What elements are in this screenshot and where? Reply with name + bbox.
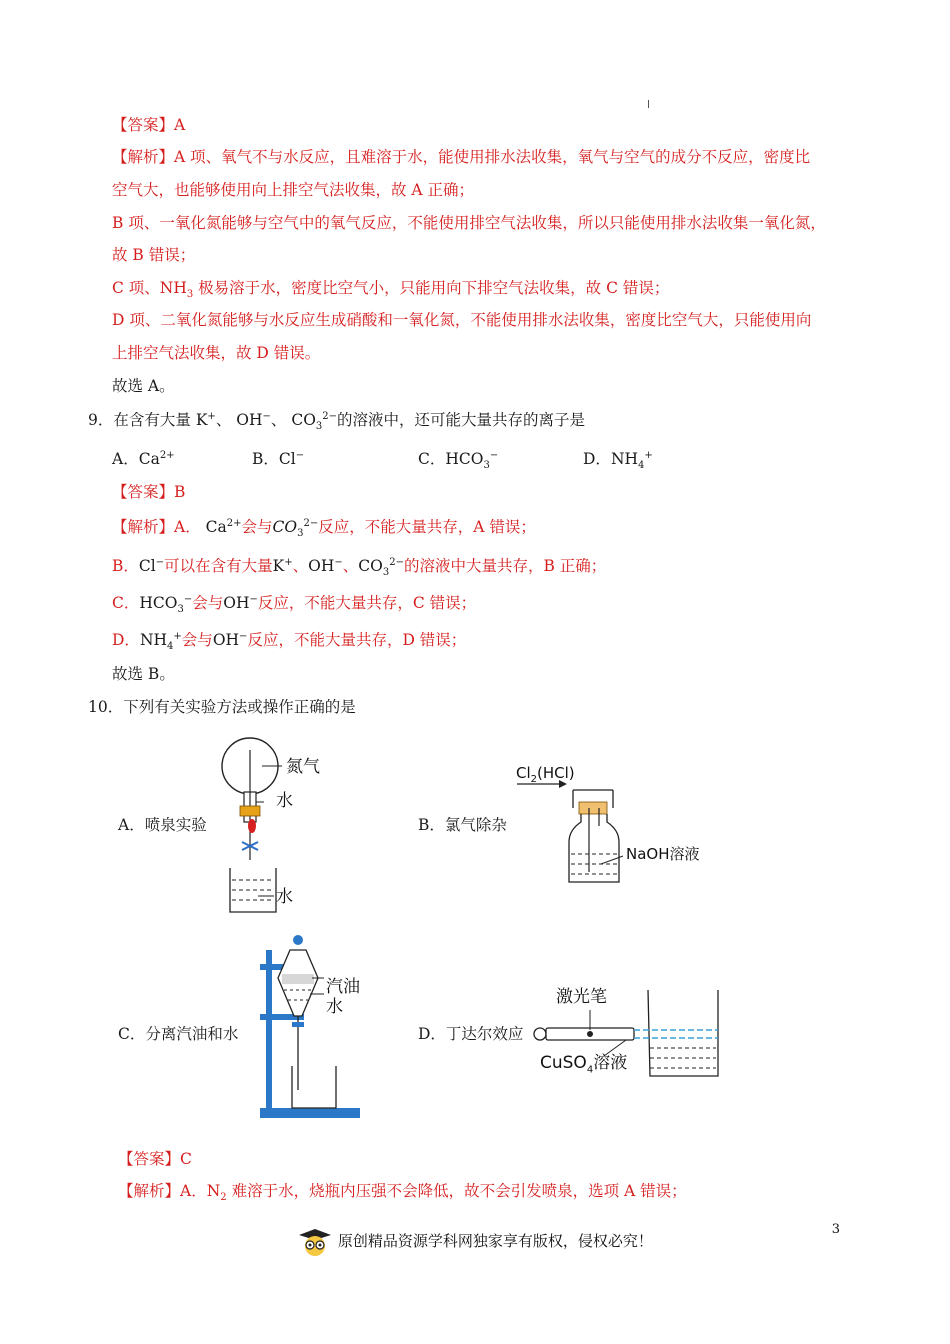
option-label: D． (112, 631, 140, 649)
superscript: − (489, 449, 499, 461)
option-label: A． (174, 518, 201, 536)
stopcock (292, 1022, 304, 1027)
q9-option-c (418, 448, 498, 470)
text: 极易溶于水，密度比空气小，只能用向下排空气法收集，故 C 错误； (193, 279, 670, 297)
text: 反应，不能大量共存，D 错误； (247, 631, 467, 649)
label-water-funnel: 水 (326, 997, 343, 1017)
text: 的溶液中大量共存，B 正确； (403, 557, 607, 575)
subscript: 4 (167, 641, 174, 653)
option-label: B． (252, 450, 279, 468)
option-text: Ca (138, 450, 160, 468)
q9-stem (88, 409, 585, 431)
q10-option-b: B．氯气除杂 (418, 816, 507, 834)
superscript: − (183, 593, 193, 605)
label-laser-pen: 激光笔 (556, 987, 607, 1007)
q10-option-d: D．丁达尔效应 (418, 1025, 524, 1043)
superscript: − (295, 449, 305, 461)
text: 会与 (192, 594, 224, 612)
q9-option-d (583, 448, 653, 470)
text: N (206, 1182, 221, 1200)
q8-analysis-line-1 (112, 146, 810, 168)
superscript: + (644, 449, 653, 461)
superscript: − (155, 556, 165, 568)
ion: K (272, 557, 285, 575)
stand-base (260, 1108, 360, 1118)
q9-analysis-a (112, 516, 536, 538)
ion: OH (236, 411, 263, 429)
rubber-stopper (240, 806, 260, 816)
superscript: + (207, 410, 216, 422)
q8-analysis-line-7: 上排空气法收集，故 D 错误。 (112, 344, 321, 362)
text: 难溶于水，烧瓶内压强不会降低，故不会引发喷泉，选项 A 错误； (226, 1182, 687, 1200)
q8-answer-line (112, 114, 185, 136)
option-label: D． (583, 450, 611, 468)
q8-analysis-line-2: 空气大，也能够使用向上排空气法收集，故 A 正确； (112, 181, 475, 199)
analysis-text: A 项、氧气不与水反应，且难溶于水，能使用排水法收集，氧气与空气的成分不反应，密度比 (174, 148, 811, 166)
ion: K (195, 411, 208, 429)
q10-analysis-a (118, 1180, 687, 1202)
text: Cl (516, 764, 531, 782)
superscript: − (262, 410, 271, 422)
ion: Cl (138, 557, 156, 575)
superscript: + (173, 630, 182, 642)
ion: NH (139, 631, 168, 649)
ion: CO (291, 411, 316, 429)
answer-tag: 【答案】 (118, 1150, 181, 1168)
answer-value: A (174, 116, 186, 134)
subscript: 2 (530, 774, 538, 785)
ion: CO (272, 518, 298, 536)
ion: OH (308, 557, 335, 575)
separator: 、 (292, 557, 309, 575)
option-label: C． (418, 450, 446, 468)
copyright-text: 原创精品资源学科网独家享有版权，侵权必究！ (337, 1232, 653, 1250)
text: 的溶液中，还可能大量共存的离子是 (337, 411, 586, 429)
washing-bottle (569, 814, 619, 882)
text: (HCl) (537, 764, 575, 782)
page-number: 3 (831, 1222, 840, 1237)
label-nitrogen: 氮气 (286, 757, 320, 777)
answer-value: C (180, 1150, 192, 1168)
q10-option-a: A．喷泉实验 (118, 816, 207, 834)
text: 反应，不能大量共存，C 错误； (257, 594, 477, 612)
answer-tag: 【答案】 (112, 116, 175, 134)
bottle-stopper (579, 802, 607, 814)
analysis-tag: 【解析】 (112, 518, 175, 536)
text: CuSO (540, 1053, 587, 1073)
option-label: B． (112, 557, 139, 575)
q10-stem (88, 696, 356, 718)
q8-analysis-line-5 (112, 277, 669, 299)
q9-conclusion: 故选 B。 (112, 665, 175, 683)
ion: OH (223, 594, 250, 612)
text: 下列有关实验方法或操作正确的是 (123, 698, 356, 716)
dropper-bulb (248, 819, 256, 833)
laser-switch (587, 1031, 593, 1037)
label-pointer (601, 856, 623, 864)
option-text: HCO (445, 450, 484, 468)
text: 会与 (241, 518, 273, 536)
subscript: 4 (586, 1064, 594, 1076)
text: 可以在含有大量 (164, 557, 273, 575)
q8-conclusion: 故选 A。 (112, 377, 175, 395)
q9-option-a (112, 448, 175, 470)
q8-analysis-line-3: B 项、一氧化氮能够与空气中的氧气反应，不能使用排空气法收集，所以只能使用排水法收集一氧化氮， (112, 214, 826, 232)
label-chlorine (516, 762, 575, 784)
superscript: 2+ (159, 449, 175, 461)
q9-analysis-c (112, 592, 476, 614)
q10-option-c: C．分离汽油和水 (118, 1025, 239, 1043)
separator: 、 (215, 411, 232, 429)
subscript: 3 (315, 421, 323, 433)
label-water-flask: 水 (276, 791, 293, 811)
text: 在含有大量 (113, 411, 191, 429)
beaker (648, 990, 718, 1076)
subscript: 3 (483, 460, 490, 472)
q9-option-b (252, 448, 304, 470)
option-text: Cl (278, 450, 296, 468)
page-mark (648, 100, 649, 108)
superscript: − (249, 593, 258, 605)
superscript: 2− (389, 556, 404, 568)
label-water-beaker: 水 (276, 887, 293, 907)
text: 反应，不能大量共存，A 错误； (318, 518, 536, 536)
superscript: 2− (303, 517, 319, 529)
separator: 、 (342, 557, 359, 575)
subscript: 3 (186, 289, 194, 301)
analysis-tag: 【解析】 (112, 148, 175, 166)
subscript: 3 (382, 567, 390, 579)
funnel-stopper (293, 935, 303, 945)
q8-analysis-line-4: 故 B 错误； (112, 246, 196, 264)
label-cuso4 (540, 1052, 627, 1074)
ion: CO (358, 557, 383, 575)
question-number: 10． (88, 698, 124, 716)
q9-analysis-d (112, 629, 466, 651)
option-label: A． (112, 450, 139, 468)
answer-value: B (174, 483, 186, 501)
subscript: 3 (177, 604, 184, 616)
owl-logo-icon (297, 1228, 333, 1256)
option-text: NH (610, 450, 639, 468)
subscript: 2 (220, 1192, 227, 1204)
superscript: − (239, 630, 248, 642)
q8-analysis-line-6: D 项、二氧化氮能够与水反应生成硝酸和一氧化氮，不能使用排水法收集，密度比空气大，只能使用向 (112, 311, 812, 329)
q9-analysis-b (112, 555, 606, 577)
text: C 项、NH (112, 279, 187, 297)
ion: OH (212, 631, 240, 649)
subscript: 3 (297, 528, 304, 540)
superscript: − (334, 556, 343, 568)
separatory-funnel-diagram (240, 930, 370, 1130)
separator: 、 (270, 411, 287, 429)
oil-layer (282, 974, 314, 984)
text: 会与 (181, 631, 213, 649)
option-label: C． (112, 594, 140, 612)
ion: HCO (139, 594, 178, 612)
superscript: 2− (322, 410, 338, 422)
question-number: 9． (88, 411, 114, 429)
text: 溶液 (593, 1053, 628, 1073)
stand-rod (266, 950, 272, 1110)
q9-answer-line (112, 481, 185, 503)
answer-tag: 【答案】 (112, 483, 175, 501)
subscript: 4 (638, 460, 645, 472)
ion: Ca (205, 518, 227, 536)
q10-answer-line (118, 1148, 192, 1170)
analysis-tag: 【解析】 (118, 1182, 181, 1200)
laser-button (534, 1028, 546, 1040)
label-naoh: NaOH溶液 (626, 845, 700, 863)
label-gasoline: 汽油 (326, 977, 360, 997)
superscript: + (284, 556, 293, 568)
footer (0, 1228, 950, 1256)
option-label: A． (180, 1182, 207, 1200)
superscript: 2+ (226, 517, 242, 529)
